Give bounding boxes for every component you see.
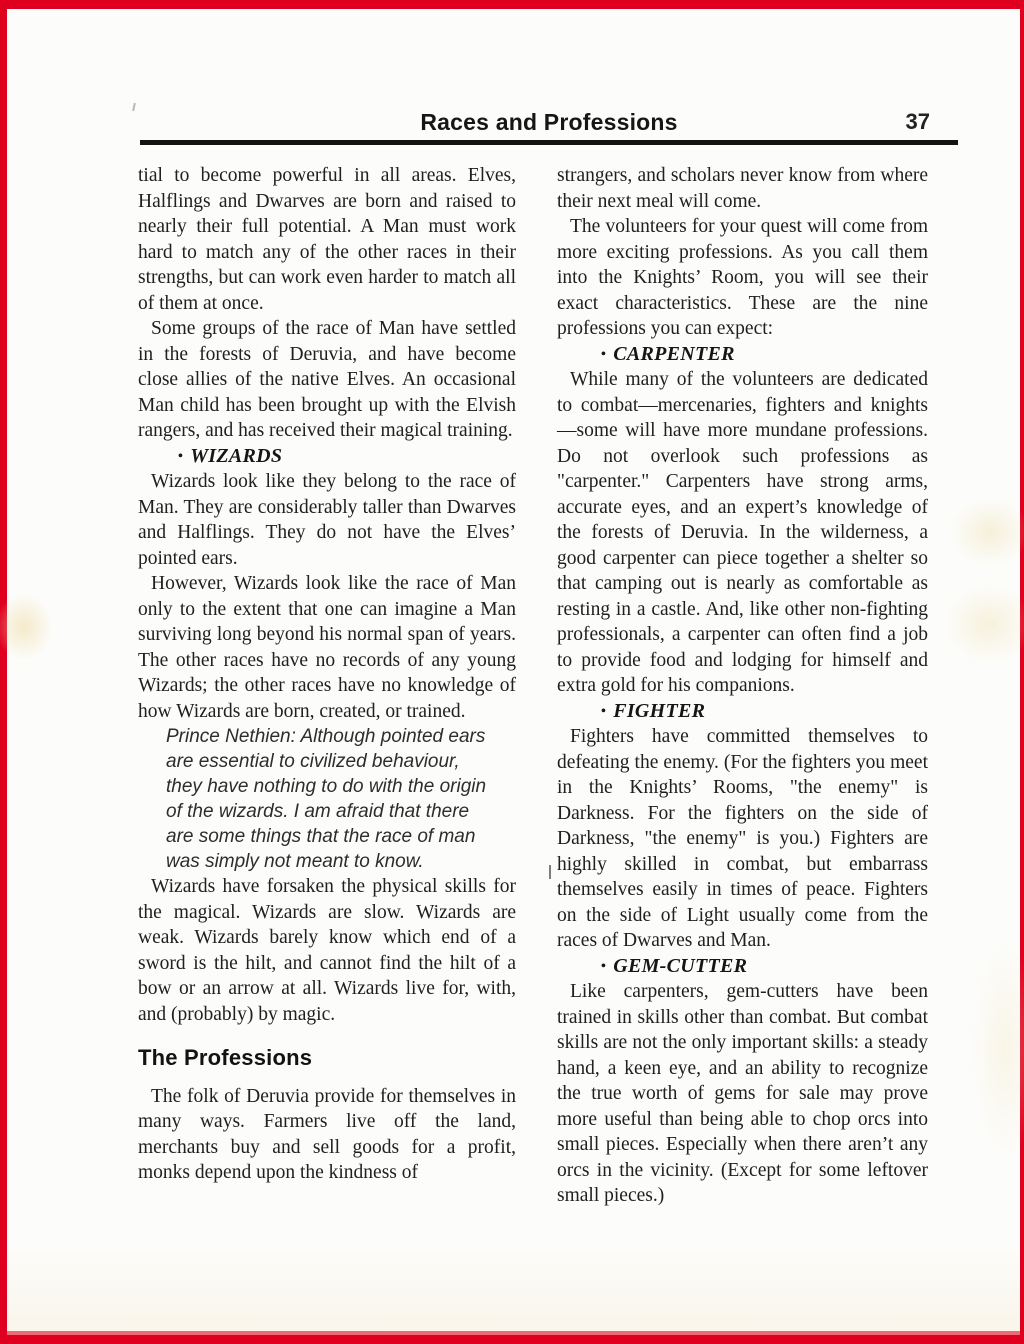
paragraph: Like carpenters, gem-cutters have been trained in skills other than combat. But combat skills are not the only important skills: a steady hand, a keen eye, and an ability to recognize the true worth of gems for sale may prove more useful than being able to chop orcs into small pieces. Especially when there aren’t any orcs in the vicinity. (Except for some leftover small pieces.) [557,981,928,1206]
paragraph: tial to become powerful in all areas. Elves, Halflings and Dwarves are born and raised to nearly their full potential. A Man must work hard to match any of the other races in their strengths, but can work even harder to match all of them at once. [138,165,516,314]
section-heading-the-professions: The Professions [138,1045,313,1070]
paper-stain [970,939,1024,1159]
paper-stain [7,1245,1020,1335]
heading-label: FIGHTER [613,699,706,722]
paragraph: Some groups of the race of Man have settled in the forests of Deruvia, and have become close allies of the native Elves. An occasional Man child has been brought up with the Elvish rangers, and has received their magical training. [138,318,516,441]
bullet-icon: • [601,958,607,974]
paragraph: While many of the volunteers are dedicated to combat—mercenaries, fighters and knights—some will have more mundane professions. Do not overlook such professions as "carpenter." Carpenters have strong arms, accurate eyes, and an expert’s knowledge of the forests of Deruvia. In the wilderness, a good carpenter can piece together a shelter so that camping out is nearly as comfortable as resting in a castle. And, like other non-fighting professionals, a carpenter can often find a job to provide food and lodging for himself and extra gold for his companions. [557,369,928,696]
heading-label: GEM-CUTTER [613,954,748,977]
paragraph: strangers, and scholars never know from where their next meal will come. [557,165,928,212]
scan-speck [132,103,136,111]
prince-nethien-quote: Prince Nethien: Although pointed ears are essential to civilized behaviour, they have nothing to do with the origin of the wizards. I am afraid that there are some things that the race of man was simply not meant to know. [166,726,487,872]
paragraph: Wizards look like they belong to the race of Man. They are considerably taller than Dwarves and Halflings. They do not have the Elves’ pointed ears. [138,471,516,569]
heading-wizards [138,444,516,470]
heading-gem-cutter [557,954,928,980]
scan-artifact-mark [549,865,551,879]
left-column [138,163,516,1186]
paragraph: The volunteers for your quest will come from more exciting professions. As you call them into the Knights’ Room, you will see their exact characteristics. These are the nine professions you can expect: [557,216,928,339]
bullet-icon: • [178,448,184,464]
paragraph: However, Wizards look like the race of Man only to the extent that one can imagine a Man surviving long beyond his normal span of years. The other races have no records of any young Wizards; the other races have no knowledge of how Wizards are born, created, or trained. [138,573,516,722]
bullet-icon: • [601,703,607,719]
paragraph: Fighters have committed themselves to defeating the enemy. (For the fighters you meet in the Knights’ Rooms, "the enemy" is Darkness. For the fighters on the side of Darkness, "the enemy" is you.) Fighters are highly skilled in combat, but embarrass themselves easily in times of peace. Fighters on the side of Light usually come from the races of Dwarves and Man. [557,726,928,951]
header-rule [140,140,958,145]
page-header [140,109,958,143]
bullet-icon: • [601,346,607,362]
page-paper [7,9,1020,1331]
paper-stain [950,497,1024,567]
paragraph: Wizards have forsaken the physical skills for the magical. Wizards are slow. Wizards are weak. Wizards barely know which end of a sword is the hilt, and cannot find the hilt of a bow or an arrow at all. Wizards live for, with, and (probably) by magic. [138,876,516,1025]
paper-stain [0,593,53,661]
page-number: 37 [905,109,930,134]
heading-fighter [557,699,928,725]
paragraph: The folk of Deruvia provide for themselves in many ways. Farmers live off the land, merchants buy and sell goods for a profit, monks depend upon the kindness of [138,1085,516,1183]
running-head-title: Races and Professions [420,109,678,135]
heading-label: CARPENTER [613,342,735,365]
right-column [557,163,928,1209]
paper-stain [944,584,1024,664]
heading-label: WIZARDS [190,444,283,467]
heading-carpenter [557,342,928,368]
